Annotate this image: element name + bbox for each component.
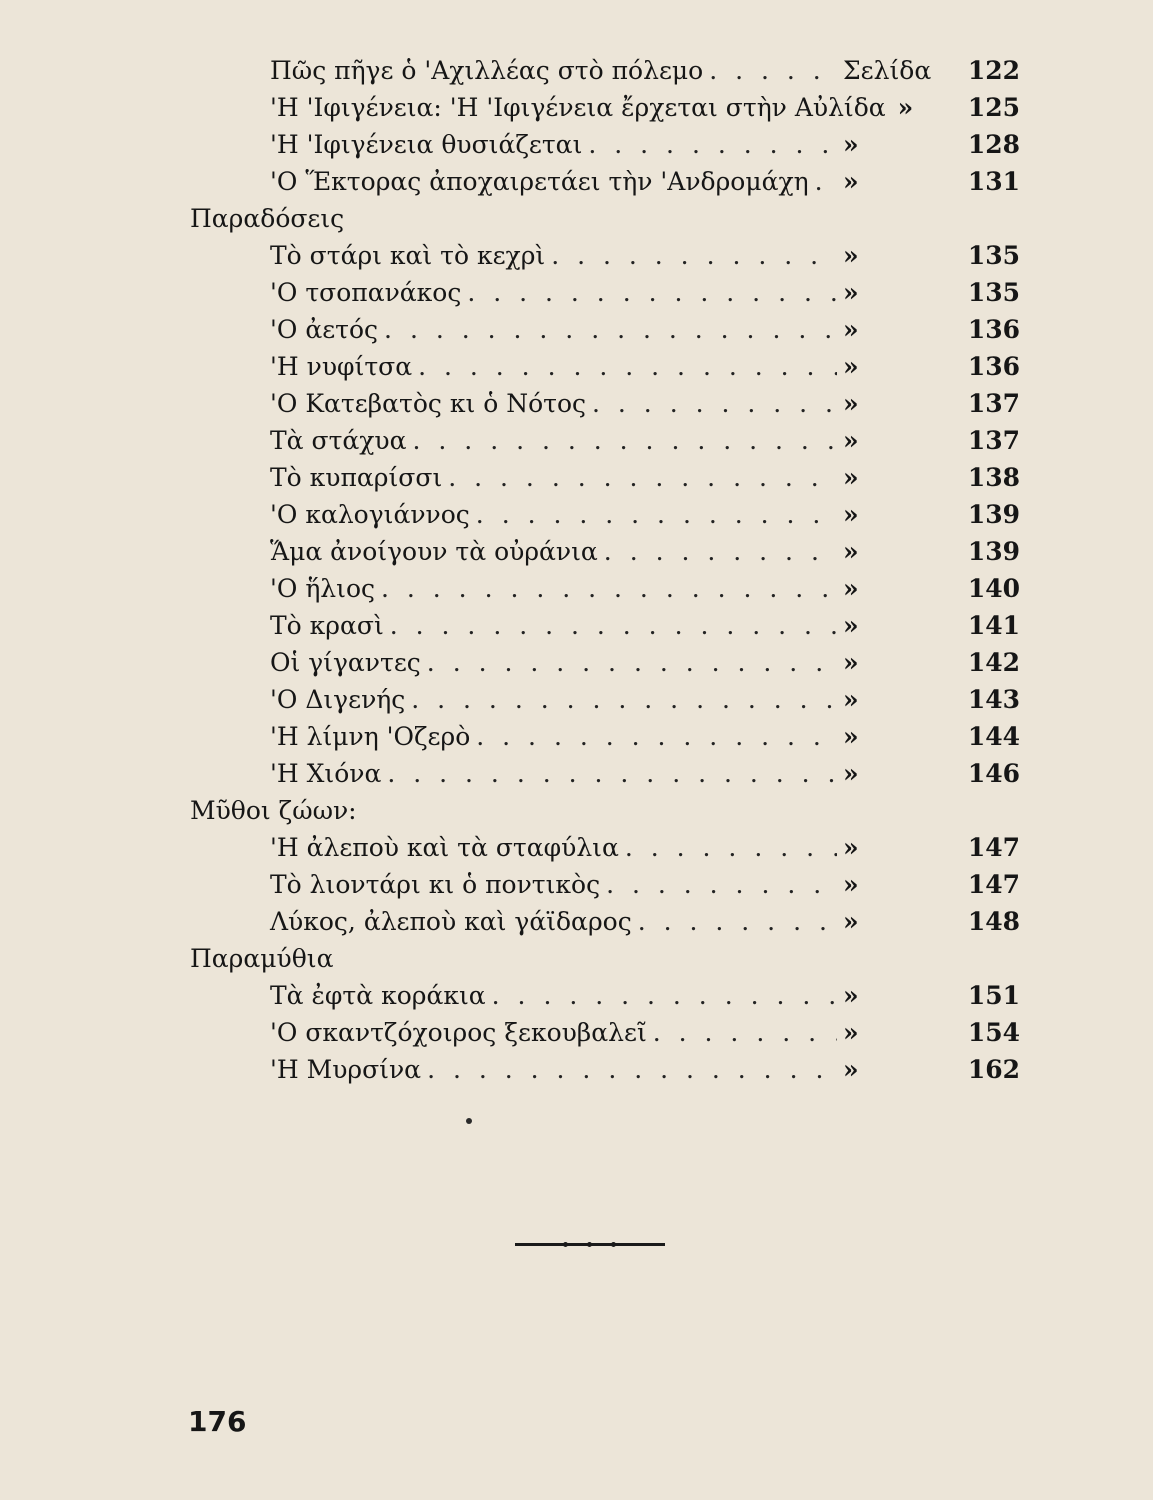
entry-page-number: 139 (967, 500, 1020, 529)
toc-entry (190, 237, 1020, 274)
page-label: » (843, 389, 859, 418)
page-label: Σελίδα (843, 56, 932, 85)
toc-entry (190, 274, 1020, 311)
page-label: » (843, 1055, 859, 1084)
entry-page-number: 138 (967, 463, 1020, 492)
page-label: » (843, 241, 859, 270)
dot-leader (638, 903, 837, 940)
entry-title: Τὸ στάρι καὶ τὸ κεχρὶ (270, 241, 546, 270)
entry-page-number: 136 (967, 352, 1020, 381)
entry-title: 'Ο καλογιάννος (270, 500, 470, 529)
dot-leader (381, 570, 837, 607)
entry-title: 'Ο τσοπανάκος (270, 278, 462, 307)
page-label: » (843, 611, 859, 640)
entry-title: 'Η 'Ιφιγένεια θυσιάζεται (270, 130, 583, 159)
dot-leader (606, 866, 837, 903)
entry-title: 'Η Μυρσίνα (270, 1055, 422, 1084)
page-label: » (843, 352, 859, 381)
section-heading: Παραμύθια (190, 944, 334, 973)
dot-leader (413, 422, 837, 459)
toc-entry (190, 755, 1020, 792)
dot-leader (592, 385, 837, 422)
entry-page-number: 162 (967, 1055, 1020, 1084)
entry-page-number: 137 (967, 389, 1020, 418)
toc-entry (190, 718, 1020, 755)
entry-page-number: 135 (967, 241, 1020, 270)
toc-entry (190, 681, 1020, 718)
toc-entry (190, 52, 1020, 89)
dot-leader (476, 718, 837, 755)
toc-entry (190, 348, 1020, 385)
entry-title: Τὸ λιοντάρι κι ὁ ποντικὸς (270, 870, 601, 899)
section-heading: Μῦθοι ζώων: (190, 796, 357, 825)
toc-entry (190, 459, 1020, 496)
entry-title: 'Ο Κατεβατὸς κι ὁ Νότος (270, 389, 587, 418)
entry-page-number: 125 (967, 93, 1020, 122)
dot-leader (390, 607, 837, 644)
dot-leader (418, 348, 837, 385)
page-label: » (843, 315, 859, 344)
page-label: » (843, 426, 859, 455)
entry-title: 'Η λίμνη 'Οζερὸ (270, 722, 471, 751)
toc-entry (190, 1051, 1020, 1088)
toc-entry (190, 533, 1020, 570)
entry-page-number: 140 (967, 574, 1020, 603)
dot-leader (551, 237, 837, 274)
page-label: » (843, 685, 859, 714)
entry-title: 'Ο ἥλιος (270, 574, 375, 603)
entry-page-number: 148 (967, 907, 1020, 936)
page-label: » (843, 648, 859, 677)
toc-entry (190, 607, 1020, 644)
entry-title: 'Η Χιόνα (270, 759, 382, 788)
entry-page-number: 143 (967, 685, 1020, 714)
entry-page-number: 147 (967, 833, 1020, 862)
entry-title: Πῶς πῆγε ὁ 'Αχιλλέας στὸ πόλεμο (270, 56, 704, 85)
entry-page-number: 144 (967, 722, 1020, 751)
toc-entry (190, 903, 1020, 940)
toc-entry (190, 570, 1020, 607)
dot-leader (384, 311, 837, 348)
page-label: » (897, 93, 914, 122)
toc-entry (190, 89, 1020, 126)
entry-page-number: 151 (967, 981, 1020, 1010)
entry-page-number: 147 (967, 870, 1020, 899)
page-label: » (843, 500, 859, 529)
toc-entry (190, 422, 1020, 459)
entry-title: Ἅμα ἀνοίγουν τὰ οὐράνια (270, 537, 598, 566)
entry-title: Τὸ κυπαρίσσι (270, 463, 443, 492)
page-label: » (843, 574, 859, 603)
dot-leader (467, 274, 837, 311)
ink-speck (466, 1118, 472, 1124)
dot-leader (709, 52, 837, 89)
entry-title: 'Ο Διγενής (270, 685, 406, 714)
toc-entry (190, 1014, 1020, 1051)
dot-leader (604, 533, 837, 570)
entry-page-number: 139 (967, 537, 1020, 566)
toc-entry (190, 163, 1020, 200)
entry-page-number: 146 (967, 759, 1020, 788)
dot-leader (387, 755, 837, 792)
page-number: 176 (188, 1405, 247, 1438)
entry-page-number: 141 (967, 611, 1020, 640)
entry-title: Οἱ γίγαντες (270, 648, 421, 677)
entry-page-number: 122 (967, 56, 1020, 85)
entry-title: 'Η νυφίτσα (270, 352, 413, 381)
toc-entry (190, 866, 1020, 903)
dot-leader (427, 1051, 837, 1088)
entry-title: Τὰ ἐφτὰ κοράκια (270, 981, 486, 1010)
entry-page-number: 154 (967, 1018, 1020, 1047)
divider-dot (563, 1242, 568, 1247)
entry-page-number: 137 (967, 426, 1020, 455)
entry-title: 'Ο σκαντζόχοιρος ξεκουβαλεῖ (270, 1018, 647, 1047)
page-label: » (843, 278, 859, 307)
ornamental-divider (515, 1243, 665, 1246)
dot-leader (448, 459, 837, 496)
dot-leader (476, 496, 837, 533)
section-heading: Παραδόσεις (190, 204, 345, 233)
toc-entry (190, 644, 1020, 681)
page-label: » (843, 833, 859, 862)
dot-leader (653, 1014, 837, 1051)
table-of-contents (190, 52, 1020, 1088)
toc-entry (190, 496, 1020, 533)
page-label: » (843, 759, 859, 788)
toc-entry (190, 126, 1020, 163)
toc-entry (190, 311, 1020, 348)
dot-leader (427, 644, 837, 681)
entry-title: 'Ο Ἕκτορας ἀποχαιρετάει τὴν 'Ανδρομάχη (270, 167, 809, 196)
toc-entry (190, 977, 1020, 1014)
divider-dot (587, 1242, 592, 1247)
entry-title: Λύκος, ἀλεποὺ καὶ γάϊδαρος (270, 907, 632, 936)
entry-page-number: 135 (967, 278, 1020, 307)
entry-title: Τὸ κρασὶ (270, 611, 384, 640)
dot-leader (625, 829, 837, 866)
toc-entry (190, 385, 1020, 422)
entry-page-number: 136 (967, 315, 1020, 344)
entry-title: Τὰ στάχυα (270, 426, 407, 455)
divider-dot (611, 1242, 616, 1247)
page-label: » (843, 130, 859, 159)
page-label: » (843, 722, 859, 751)
entry-page-number: 131 (967, 167, 1020, 196)
dot-leader (815, 163, 837, 200)
entry-title: 'Ο ἀετός (270, 315, 379, 344)
entry-page-number: 142 (967, 648, 1020, 677)
page-label: » (843, 981, 859, 1010)
toc-entry (190, 829, 1020, 866)
entry-title: 'Η 'Ιφιγένεια: 'Η 'Ιφιγένεια ἔρχεται στὴν Αὐλίδα (270, 93, 886, 122)
dot-leader (588, 126, 837, 163)
dot-leader (411, 681, 837, 718)
page-label: » (843, 537, 859, 566)
page-label: » (843, 463, 859, 492)
page-label: » (843, 907, 859, 936)
entry-title: 'Η ἀλεποὺ καὶ τὰ σταφύλια (270, 833, 619, 862)
page-label: » (843, 870, 859, 899)
page-label: » (843, 1018, 859, 1047)
page-label: » (843, 167, 859, 196)
dot-leader (492, 977, 837, 1014)
entry-page-number: 128 (967, 130, 1020, 159)
